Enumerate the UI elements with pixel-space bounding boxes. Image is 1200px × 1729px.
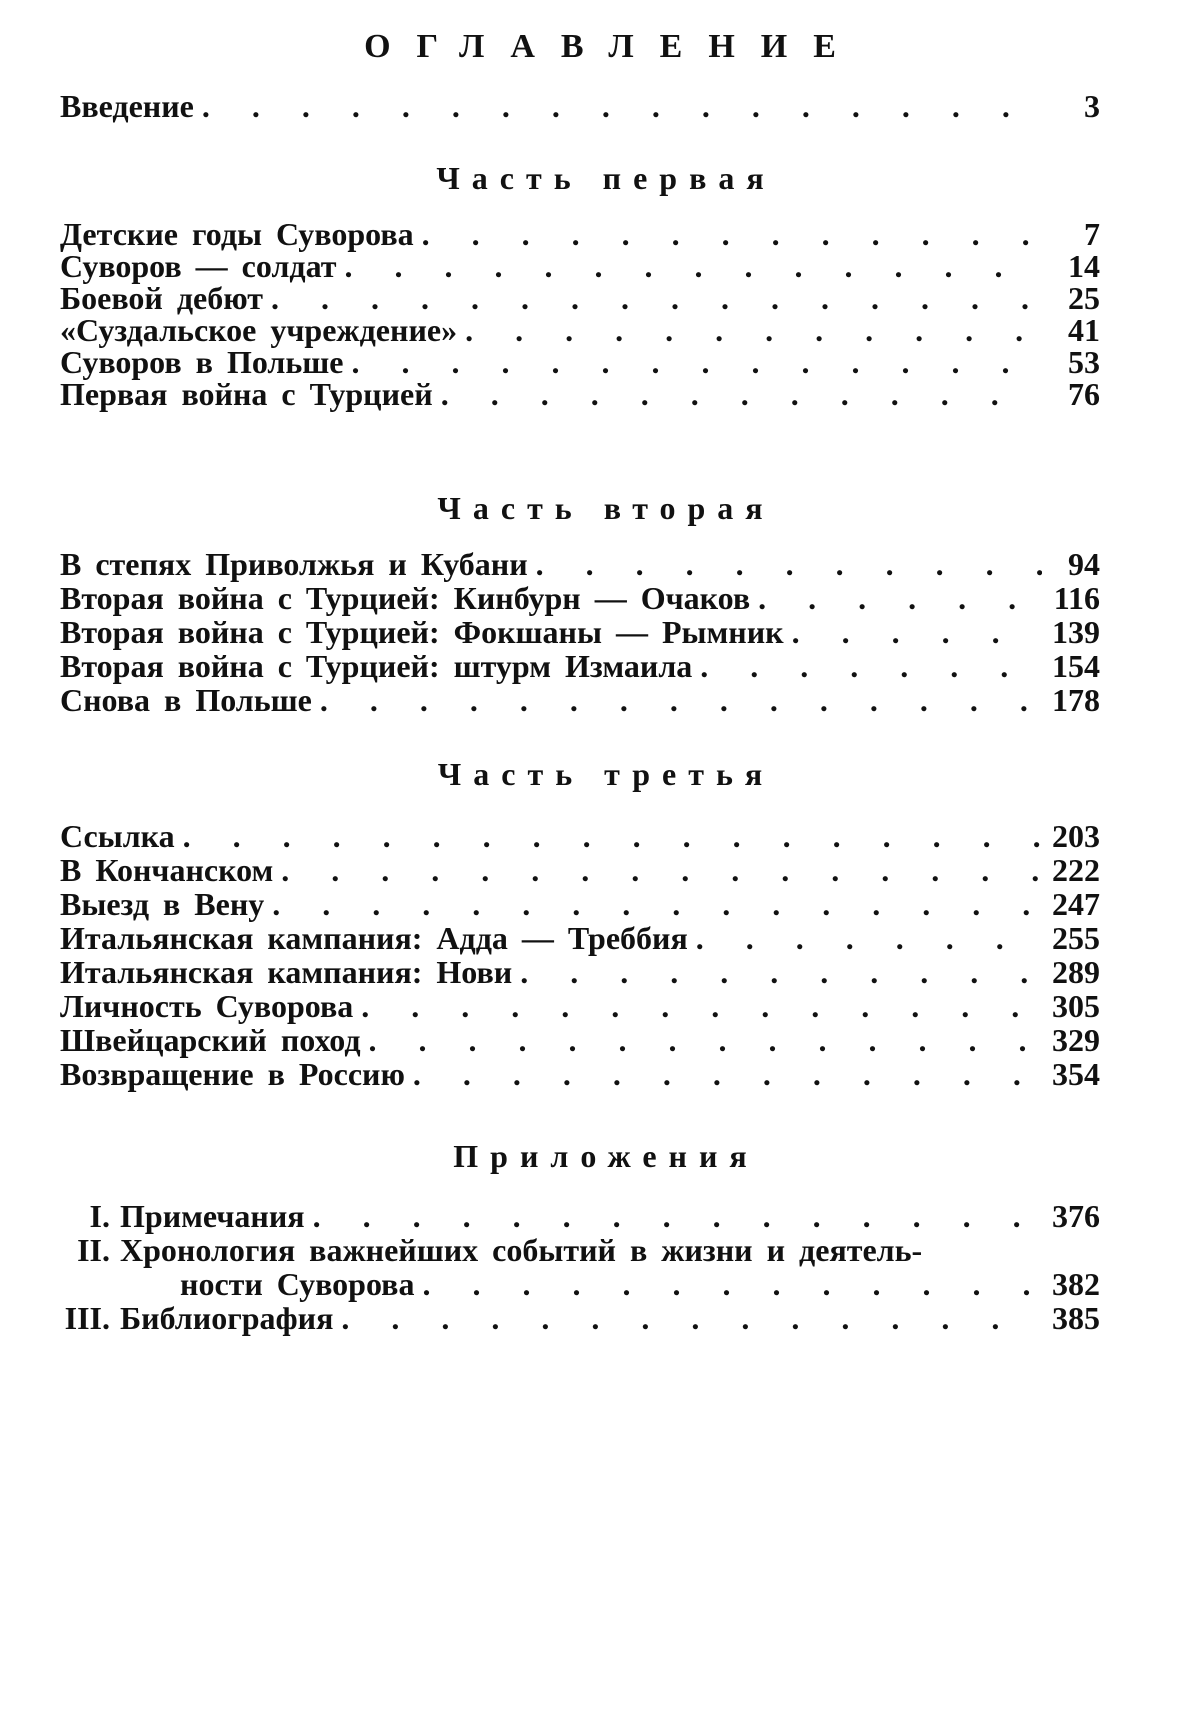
dot-leader [281, 852, 1042, 888]
entry-page-number: 376 [1052, 1198, 1100, 1234]
toc-entry[interactable] [60, 248, 1100, 284]
entry-page-number: 25 [1068, 280, 1100, 316]
dot-leader [422, 1266, 1042, 1302]
toc-entry[interactable] [60, 344, 1100, 380]
entry-label: Вторая война с Турцией: штурм Измаила [60, 648, 693, 684]
entry-label: Детские годы Суворова [60, 216, 414, 252]
dot-leader [422, 216, 1042, 252]
toc-entry[interactable] [50, 1232, 1100, 1268]
entry-page-number: 289 [1052, 954, 1100, 990]
entry-page-number: 255 [1052, 920, 1100, 956]
entry-page-number: 14 [1068, 248, 1100, 284]
entry-page-number: 382 [1052, 1266, 1100, 1302]
entry-label: Боевой дебют [60, 280, 263, 316]
appendix-numeral: III. [64, 1300, 110, 1336]
toc-entry[interactable] [60, 280, 1100, 316]
entry-page-number: 154 [1052, 648, 1100, 684]
dot-leader [369, 1022, 1043, 1058]
entry-page-number: 329 [1052, 1022, 1100, 1058]
dot-leader [344, 248, 1042, 284]
section-heading-part-3: Часть третья [437, 756, 775, 792]
toc-entry[interactable] [60, 852, 1100, 888]
dot-leader [313, 1198, 1042, 1234]
entry-label: Хронология важнейших событий в жизни и деятель- [120, 1232, 923, 1268]
entry-label: Вторая война с Турцией: Фокшаны — Рымник [60, 614, 784, 650]
entry-page-number: 3 [1084, 88, 1100, 124]
toc-entry[interactable] [60, 580, 1100, 616]
dot-leader [536, 546, 1042, 582]
toc-entry[interactable] [60, 988, 1100, 1024]
entry-page-number: 247 [1052, 886, 1100, 922]
toc-entry[interactable] [60, 312, 1100, 348]
dot-leader [465, 312, 1042, 348]
dot-leader [183, 818, 1042, 854]
dot-leader [413, 1056, 1042, 1092]
dot-leader [758, 580, 1042, 616]
entry-label: «Суздальское учреждение» [60, 312, 458, 348]
dot-leader [202, 88, 1042, 124]
dot-leader [352, 344, 1043, 380]
toc-entry[interactable] [50, 1300, 1100, 1336]
dot-leader [271, 280, 1042, 316]
toc-entry[interactable] [50, 1198, 1100, 1234]
dot-leader [441, 376, 1042, 412]
entry-page-number: 116 [1053, 580, 1100, 616]
entry-page-number: 53 [1068, 344, 1100, 380]
dot-leader [696, 920, 1042, 956]
entry-label: Итальянская кампания: Адда — Треббия [60, 920, 688, 956]
entry-page-number: 94 [1068, 546, 1100, 582]
entry-page-number: 7 [1084, 216, 1100, 252]
section-heading-part-1: Часть первая [436, 160, 776, 196]
entry-label: Суворов — солдат [60, 248, 337, 284]
toc-entry[interactable] [60, 1022, 1100, 1058]
entry-page-number: 76 [1068, 376, 1100, 412]
toc-entry[interactable] [60, 546, 1100, 582]
entry-page-number: 41 [1068, 312, 1100, 348]
toc-entry[interactable] [60, 1056, 1100, 1092]
entry-label: Примечания [120, 1198, 305, 1234]
toc-entry[interactable] [60, 614, 1100, 650]
dot-leader [272, 886, 1042, 922]
entry-page-number: 178 [1052, 682, 1100, 718]
section-heading-appendices: Приложения [453, 1138, 759, 1174]
entry-page-number: 222 [1052, 852, 1100, 888]
entry-label: Суворов в Польше [60, 344, 344, 380]
dot-leader [341, 1300, 1042, 1336]
entry-page-number: 385 [1052, 1300, 1100, 1336]
entry-page-number: 305 [1052, 988, 1100, 1024]
entry-label: Личность Суворова [60, 988, 354, 1024]
dot-leader [361, 988, 1042, 1024]
dot-leader [792, 614, 1042, 650]
toc-entry[interactable] [60, 886, 1100, 922]
appendix-numeral: I. [89, 1198, 110, 1234]
entry-label: Швейцарский поход [60, 1022, 361, 1058]
dot-leader [520, 954, 1042, 990]
toc-entry[interactable] [60, 216, 1100, 252]
page-title: ОГЛАВЛЕНИЕ [364, 28, 862, 65]
entry-label: Библиография [120, 1300, 334, 1336]
dot-leader [700, 648, 1042, 684]
toc-entry[interactable] [60, 376, 1100, 412]
entry-page-number: 139 [1052, 614, 1100, 650]
section-heading-part-2: Часть вторая [437, 490, 775, 526]
entry-label: Итальянская кампания: Нови [60, 954, 513, 990]
entry-label: В Кончанском [60, 852, 274, 888]
appendix-numeral: II. [77, 1232, 110, 1268]
entry-label: Первая война с Турцией [60, 376, 433, 412]
toc-entry-introduction[interactable] [60, 88, 1100, 124]
entry-page-number: 203 [1052, 818, 1100, 854]
toc-entry[interactable] [60, 954, 1100, 990]
entry-label: Снова в Польше [60, 682, 312, 718]
toc-entry[interactable] [60, 818, 1100, 854]
toc-entry[interactable] [60, 682, 1100, 718]
entry-label: Введение [60, 88, 194, 124]
entry-label: Вторая война с Турцией: Кинбурн — Очаков [60, 580, 751, 616]
entry-label: В степях Приволжья и Кубани [60, 546, 528, 582]
entry-label: Возвращение в Россию [60, 1056, 405, 1092]
entry-label-continuation: ности Суворова [180, 1266, 415, 1302]
toc-entry[interactable] [60, 920, 1100, 956]
entry-label: Выезд в Вену [60, 886, 265, 922]
toc-entry[interactable] [60, 648, 1100, 684]
toc-entry-continuation[interactable] [180, 1266, 1100, 1302]
dot-leader [320, 682, 1042, 718]
entry-label: Ссылка [60, 818, 175, 854]
entry-page-number: 354 [1052, 1056, 1100, 1092]
